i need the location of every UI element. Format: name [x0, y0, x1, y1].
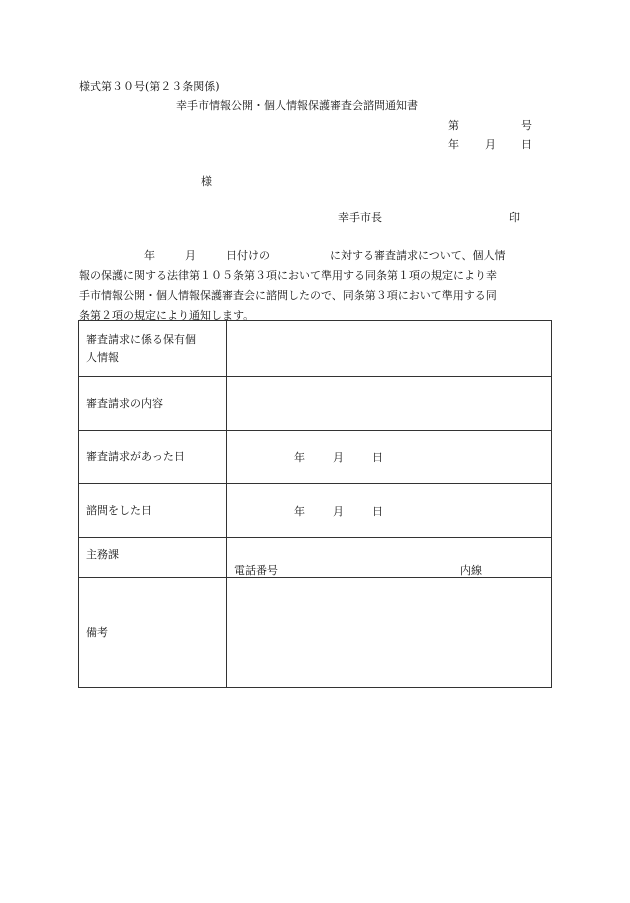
- body-line-1: [79, 246, 551, 266]
- sender-name: 幸手市長: [338, 211, 382, 224]
- inquiry-date-month: 月: [333, 504, 344, 518]
- row-label-department: 主務課: [79, 538, 227, 578]
- row-label-personal-info-line-1: 審査請求に係る保有個: [86, 332, 196, 346]
- form-number-label: 様式第３０号(第２３条関係): [79, 80, 220, 93]
- notice-body: [79, 246, 551, 326]
- remarks-value[interactable]: [227, 578, 552, 688]
- request-date-day: 日: [372, 451, 383, 464]
- table-row: [79, 431, 552, 484]
- body-year: 年: [144, 249, 155, 262]
- body-line-3: 手市情報公開・個人情報保護審査会に諮問したので、同条第３項において準用する同: [79, 289, 497, 302]
- table-row: [79, 321, 552, 377]
- addressee-honorific: 様: [201, 175, 212, 188]
- table-row: [79, 377, 552, 431]
- row-label-personal-info: [79, 321, 227, 377]
- body-line-1-rest: に対する審査請求について、個人情: [330, 249, 506, 262]
- row-label-personal-info-line-2: 人情報: [86, 350, 119, 364]
- row-label-remarks: 備考: [79, 578, 227, 688]
- body-line-4: 条第２項の規定により通知します。: [79, 309, 255, 322]
- body-line-2: 報の保護に関する法律第１０５条第３項において準用する同条第１項の規定により幸: [79, 269, 497, 282]
- request-date-value[interactable]: [227, 431, 552, 484]
- request-date-year: 年: [294, 451, 305, 464]
- department-contact: [234, 562, 551, 576]
- request-date-parts: [294, 449, 383, 465]
- document-title: 幸手市情報公開・個人情報保護審査会諮問通知書: [176, 99, 418, 112]
- table-row: [79, 484, 552, 538]
- inquiry-date-parts: [294, 503, 383, 519]
- seal-mark: 印: [509, 211, 520, 224]
- personal-info-value[interactable]: [227, 321, 552, 377]
- document-number-suffix: 号: [521, 119, 532, 132]
- row-label-inquiry-date: 諮問をした日: [79, 484, 227, 538]
- document-number-prefix: 第: [448, 119, 459, 132]
- department-value[interactable]: [227, 538, 552, 578]
- inquiry-date-year: 年: [294, 504, 305, 518]
- table-row: [79, 538, 552, 578]
- request-content-value[interactable]: [227, 377, 552, 431]
- issue-date-year: 年: [448, 138, 459, 151]
- extension-label: 内線: [460, 564, 482, 577]
- body-dated: 日付けの: [226, 249, 270, 262]
- table-row: [79, 578, 552, 688]
- inquiry-date-day: 日: [372, 504, 383, 518]
- issue-date-day: 日: [521, 138, 532, 151]
- inquiry-date-value[interactable]: [227, 484, 552, 538]
- notice-table: [78, 320, 552, 688]
- row-label-request-content: 審査請求の内容: [79, 377, 227, 431]
- phone-number-label: 電話番号: [234, 564, 278, 577]
- row-label-request-date: 審査請求があった日: [79, 431, 227, 484]
- body-month: 月: [185, 249, 196, 262]
- issue-date-month: 月: [485, 138, 496, 151]
- request-date-month: 月: [333, 451, 344, 464]
